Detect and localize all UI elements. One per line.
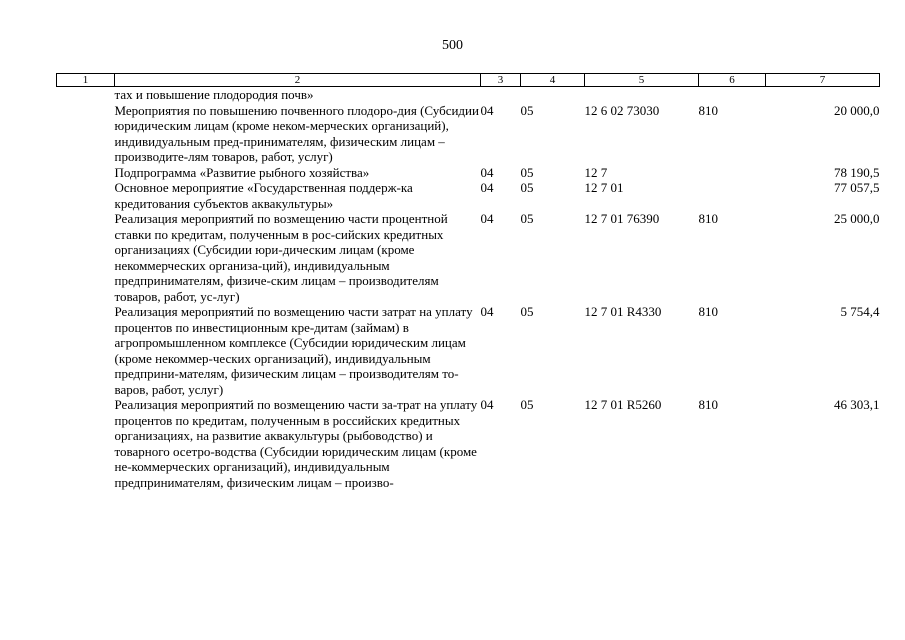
table-row	[57, 397, 880, 490]
subsection-code: 05	[520, 180, 534, 195]
blank-cell	[57, 180, 115, 211]
subsection-code: 05	[520, 211, 534, 226]
section-code: 04	[480, 211, 494, 226]
section-code: 04	[480, 397, 494, 412]
budget-table	[56, 73, 880, 490]
subsection-code: 05	[520, 397, 534, 412]
table-row	[57, 304, 880, 397]
table-row	[57, 165, 880, 181]
blank-cell	[57, 397, 115, 490]
expense-type-code	[699, 165, 766, 181]
section-code	[481, 87, 521, 103]
expense-type-code: 810	[698, 304, 718, 319]
header-cell: 6	[699, 74, 766, 87]
amount: 20 000,0	[834, 102, 880, 118]
subsection-code: 05	[520, 304, 534, 319]
expense-type-code: 810	[698, 211, 718, 226]
table-row	[57, 87, 880, 103]
target-article-code: 12 7	[584, 164, 608, 180]
header-cell: 1	[57, 74, 115, 87]
expense-type-code	[699, 87, 766, 103]
page-number: 500	[442, 38, 463, 53]
row-name: Мероприятия по повышению почвенного плодоро-дия (Субсидии юридическим лицам (кроме неком-мерческих организаций), индивидуальным пред-принимателям, физическим лицам – производите-лям товаров, работ, услуг)	[114, 102, 479, 164]
blank-cell	[57, 211, 115, 304]
target-article-code: 12 7 01	[584, 180, 624, 195]
amount: 25 000,0	[834, 211, 880, 226]
expense-type-code	[699, 180, 766, 211]
amount: 78 190,5	[834, 164, 880, 180]
target-article-code: 12 7 01 R4330	[584, 304, 662, 319]
expense-type-code: 810	[698, 102, 718, 118]
section-code: 04	[480, 102, 494, 118]
header-cell: 4	[521, 74, 585, 87]
table-row	[57, 103, 880, 165]
header-cell: 5	[585, 74, 699, 87]
row-name: Реализация мероприятий по возмещению части затрат на уплату процентов по инвестиционным кре-дитам (займам) в агропромышленном комплексе (Субсидии юридическим лицам (кроме некоммер-ческих организаций), индивидуальным предприни-мателям, физическим лицам – производителям то-варов, работ, услуг)	[114, 304, 473, 397]
column-number-header	[57, 74, 880, 87]
blank-cell	[57, 304, 115, 397]
row-name: Подпрограмма «Развитие рыбного хозяйства»	[114, 164, 370, 180]
target-article-code	[585, 87, 699, 103]
table-row	[57, 211, 880, 304]
blank-cell	[57, 103, 115, 165]
table-row	[57, 180, 880, 211]
row-name: Основное мероприятие «Государственная поддерж-ка кредитования субъектов аквакультуры»	[114, 180, 413, 211]
row-name: тах и повышение плодородия почв»	[114, 87, 314, 102]
amount: 77 057,5	[834, 180, 880, 195]
target-article-code: 12 6 02 73030	[584, 102, 660, 118]
amount: 5 754,4	[840, 304, 880, 319]
subsection-code	[521, 87, 585, 103]
amount	[766, 87, 880, 103]
subsection-code: 05	[520, 164, 534, 180]
header-cell: 3	[481, 74, 521, 87]
row-name: Реализация мероприятий по возмещению части за-трат на уплату процентов по кредитам, полученным в российских кредитных организациях, на развитие аквакультуры (рыбоводство) и товарного осетро-водства (Субсидии юридическим лицам (кроме не-коммерческих организаций), индивидуальным предпринимателям, физическим лицам – произво-	[114, 397, 478, 490]
blank-cell	[57, 87, 115, 103]
target-article-code: 12 7 01 R5260	[584, 397, 662, 412]
section-code: 04	[480, 304, 494, 319]
expense-type-code: 810	[698, 397, 718, 412]
header-cell: 7	[766, 74, 880, 87]
subsection-code: 05	[520, 102, 534, 118]
amount: 46 303,1	[834, 397, 880, 412]
header-cell: 2	[115, 74, 481, 87]
section-code: 04	[480, 164, 494, 180]
target-article-code: 12 7 01 76390	[584, 211, 660, 226]
section-code: 04	[480, 180, 494, 195]
blank-cell	[57, 165, 115, 181]
row-name: Реализация мероприятий по возмещению части процентной ставки по кредитам, полученным в рос-сийских кредитных организациях (Субсидии юри-дическим лицам (кроме некоммерческих организа-ций), индивидуальным предпринимателям, физиче-ским лицам – производителям товаров, работ, ус-луг)	[114, 211, 448, 304]
